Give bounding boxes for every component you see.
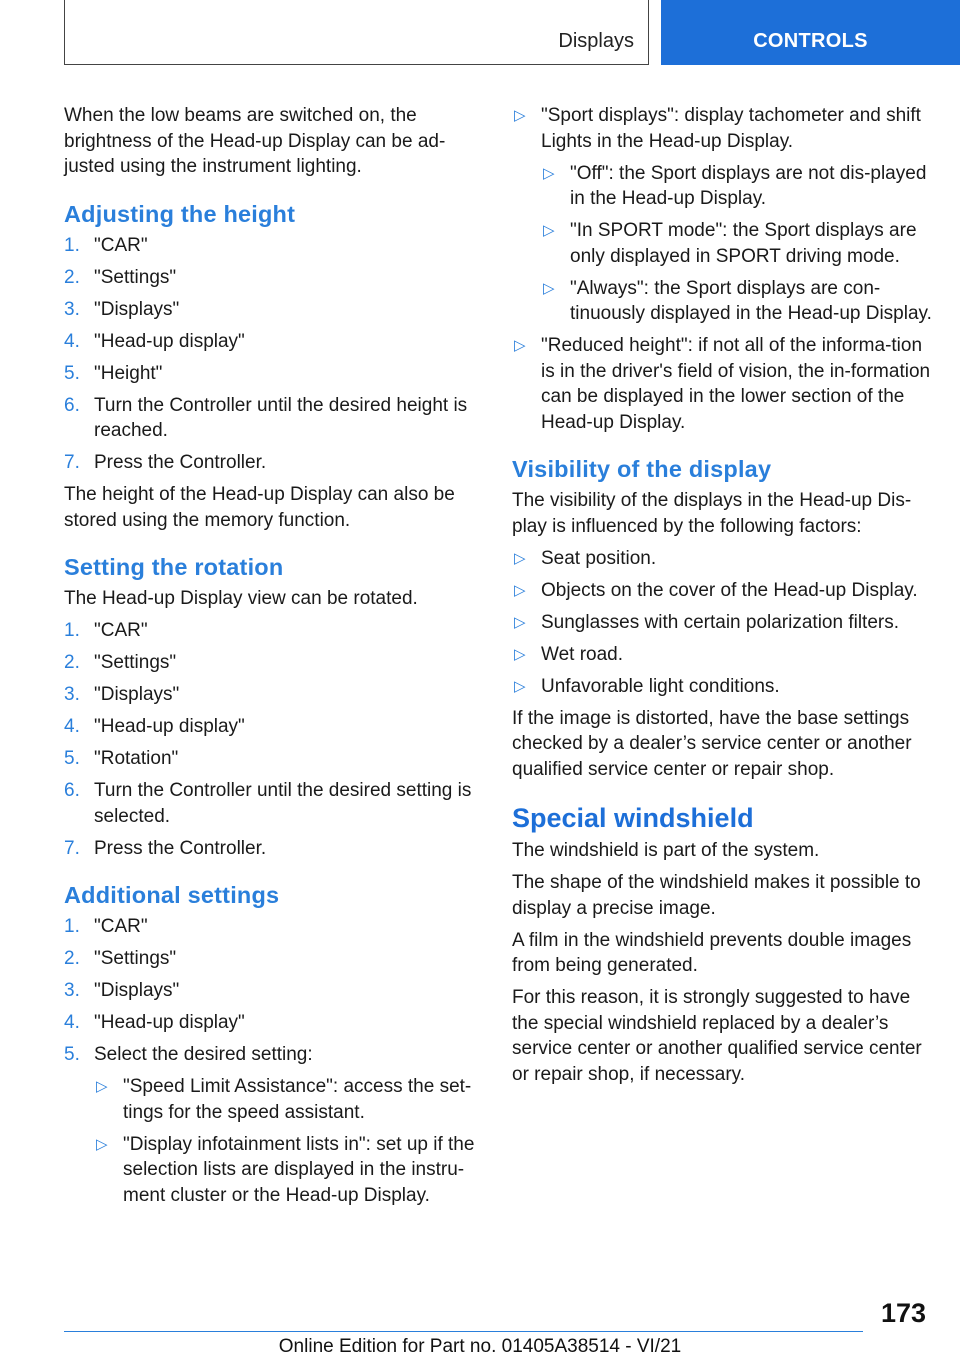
- list-item: [64, 914, 482, 940]
- header-section-box: [64, 0, 649, 65]
- list-item: [94, 1132, 482, 1209]
- option-text: "Reduced height": if not all of the informa-tion is in the driver's field of vision, the in-formation can be displayed in the lower section of the Head-up Display.: [541, 335, 931, 433]
- continued-options: [512, 103, 932, 435]
- step-number: 2.: [64, 948, 80, 969]
- step-text: Press the Controller.: [94, 837, 267, 859]
- left-column: [64, 103, 482, 1215]
- paragraph: The shape of the windshield makes it possible to display a precise image.: [512, 872, 921, 919]
- option-text: "Sport displays": display tachometer and shift Lights in the Head-up Display.: [541, 105, 921, 152]
- step-number: 3.: [64, 298, 80, 320]
- additional-options: [94, 1074, 482, 1208]
- step-number: 5.: [64, 748, 80, 769]
- step-text: Turn the Controller until the desired height is reached.: [94, 394, 468, 441]
- list-item: [64, 329, 482, 355]
- triangle-bullet-icon: ▷: [514, 581, 526, 599]
- step-text: "Displays": [94, 684, 180, 705]
- step-text: "Displays": [94, 980, 180, 1001]
- bullet-text: "In SPORT mode": the Sport displays are only displayed in SPORT driving mode.: [570, 220, 917, 267]
- step-number: 1.: [64, 620, 80, 641]
- step-number: 4.: [64, 1012, 80, 1033]
- windshield-paragraphs: [512, 838, 932, 1087]
- list-item: [512, 610, 932, 636]
- step-number: 4.: [64, 716, 80, 737]
- list-item: [512, 674, 932, 700]
- step-text: "Head-up display": [94, 716, 245, 737]
- list-item: [512, 642, 932, 668]
- bullet-text: "Always": the Sport displays are con-tinuously displayed in the Head-up Display.: [570, 277, 932, 324]
- list-item: [64, 450, 482, 476]
- list-item: [541, 218, 932, 269]
- footer-divider: [64, 1331, 863, 1332]
- list-item: [512, 578, 932, 604]
- heading-additional-settings: Additional settings: [64, 882, 280, 908]
- list-item: [64, 682, 482, 708]
- heading-special-windshield: Special windshield: [512, 803, 754, 833]
- triangle-bullet-icon: ▷: [514, 677, 526, 695]
- step-number: 1.: [64, 916, 80, 937]
- bullet-text: Unfavorable light conditions.: [541, 675, 780, 697]
- step-text: "Head-up display": [94, 330, 245, 352]
- additional-steps: [64, 914, 482, 1208]
- right-column: [512, 103, 932, 1094]
- footer-edition: Online Edition for Part no. 01405A38514 - VI/21: [278, 1336, 682, 1357]
- visibility-note: If the image is distorted, have the base settings checked by a dealer’s service center or another qualified service center or repair shop.: [512, 707, 912, 780]
- height-note: The height of the Head-up Display can also be stored using the memory function.: [64, 484, 455, 531]
- step-text: Select the desired setting:: [94, 1044, 313, 1065]
- list-item: [64, 978, 482, 1004]
- step-number: 2.: [64, 652, 80, 673]
- list-item: [541, 276, 932, 327]
- intro-paragraph: When the low beams are switched on, the brightness of the Head-up Display can be ad-justed using the instrument lighting.: [64, 105, 446, 177]
- step-text: "Height": [94, 362, 163, 384]
- bullet-text: Seat position.: [541, 547, 657, 569]
- option-text: "Display infotainment lists in": set up if the selection lists are displayed in the instru-ment cluster or the Head-up Display.: [123, 1133, 475, 1206]
- step-number: 2.: [64, 266, 80, 288]
- list-item: [64, 233, 482, 259]
- triangle-bullet-icon: ▷: [543, 279, 555, 297]
- rotation-steps: [64, 618, 482, 861]
- step-number: 5.: [64, 1044, 80, 1065]
- step-text: "CAR": [94, 234, 148, 256]
- step-text: "Rotation": [94, 748, 179, 769]
- step-number: 7.: [64, 452, 80, 473]
- step-number: 3.: [64, 980, 80, 1001]
- step-text: "CAR": [94, 916, 148, 937]
- step-number: 6.: [64, 394, 80, 416]
- step-text: "Settings": [94, 266, 177, 288]
- bullet-text: Objects on the cover of the Head-up Display.: [541, 579, 918, 601]
- list-item: [541, 161, 932, 212]
- step-number: 1.: [64, 234, 80, 256]
- triangle-bullet-icon: ▷: [543, 164, 555, 182]
- triangle-bullet-icon: ▷: [514, 645, 526, 663]
- heading-setting-rotation: Setting the rotation: [64, 554, 284, 580]
- step-text: "Displays": [94, 298, 180, 320]
- list-item: [64, 778, 482, 829]
- list-item: [512, 103, 932, 327]
- bullet-text: Sunglasses with certain polarization filters.: [541, 611, 900, 633]
- step-number: 7.: [64, 837, 80, 859]
- list-item: [64, 1042, 482, 1208]
- step-text: "Settings": [94, 948, 177, 969]
- option-text: "Speed Limit Assistance": access the set-tings for the speed assistant.: [123, 1076, 472, 1123]
- visibility-factors: [512, 546, 932, 700]
- step-text: "Head-up display": [94, 1012, 245, 1033]
- step-number: 5.: [64, 362, 80, 384]
- page-number: 173: [880, 1298, 926, 1328]
- chapter-tab[interactable]: [661, 0, 960, 65]
- paragraph: A film in the windshield prevents double images from being generated.: [512, 929, 912, 976]
- list-item: [64, 361, 482, 387]
- list-item: [64, 393, 482, 444]
- section-title: Displays: [558, 30, 634, 52]
- height-steps: [64, 233, 482, 476]
- list-item: [64, 265, 482, 291]
- bullet-text: Wet road.: [541, 643, 624, 665]
- list-item: [512, 333, 932, 435]
- paragraph: The windshield is part of the system.: [512, 840, 820, 861]
- step-text: Turn the Controller until the desired setting is selected.: [94, 780, 472, 827]
- step-text: "CAR": [94, 620, 148, 641]
- heading-visibility: Visibility of the display: [512, 456, 772, 482]
- list-item: [512, 546, 932, 572]
- step-text: Press the Controller.: [94, 452, 267, 473]
- triangle-bullet-icon: ▷: [96, 1135, 108, 1153]
- visibility-intro: The visibility of the displays in the Head-up Dis-play is influenced by the following factors:: [512, 490, 912, 537]
- step-number: 6.: [64, 780, 80, 801]
- triangle-bullet-icon: ▷: [514, 549, 526, 567]
- paragraph: For this reason, it is strongly suggested to have the special windshield replaced by a dealer’s service center or another qualified service center or repair shop, if necessary.: [512, 987, 922, 1085]
- list-item: [64, 746, 482, 772]
- list-item: [94, 1074, 482, 1125]
- triangle-bullet-icon: ▷: [514, 337, 526, 354]
- list-item: [64, 836, 482, 862]
- step-text: "Settings": [94, 652, 177, 673]
- list-item: [64, 618, 482, 644]
- bullet-text: "Off": the Sport displays are not dis-played in the Head-up Display.: [570, 162, 927, 209]
- list-item: [64, 714, 482, 740]
- list-item: [64, 1010, 482, 1036]
- list-item: [64, 946, 482, 972]
- step-number: 4.: [64, 330, 80, 352]
- chapter-title: CONTROLS: [753, 30, 868, 52]
- triangle-bullet-icon: ▷: [514, 613, 526, 631]
- triangle-bullet-icon: ▷: [543, 222, 555, 239]
- rotation-intro: The Head-up Display view can be rotated.: [64, 588, 418, 609]
- sport-sub-options: [541, 161, 932, 327]
- triangle-bullet-icon: ▷: [96, 1078, 108, 1095]
- list-item: [64, 650, 482, 676]
- step-number: 3.: [64, 684, 80, 705]
- heading-adjusting-height: Adjusting the height: [64, 200, 296, 227]
- triangle-bullet-icon: ▷: [514, 107, 526, 124]
- list-item: [64, 297, 482, 323]
